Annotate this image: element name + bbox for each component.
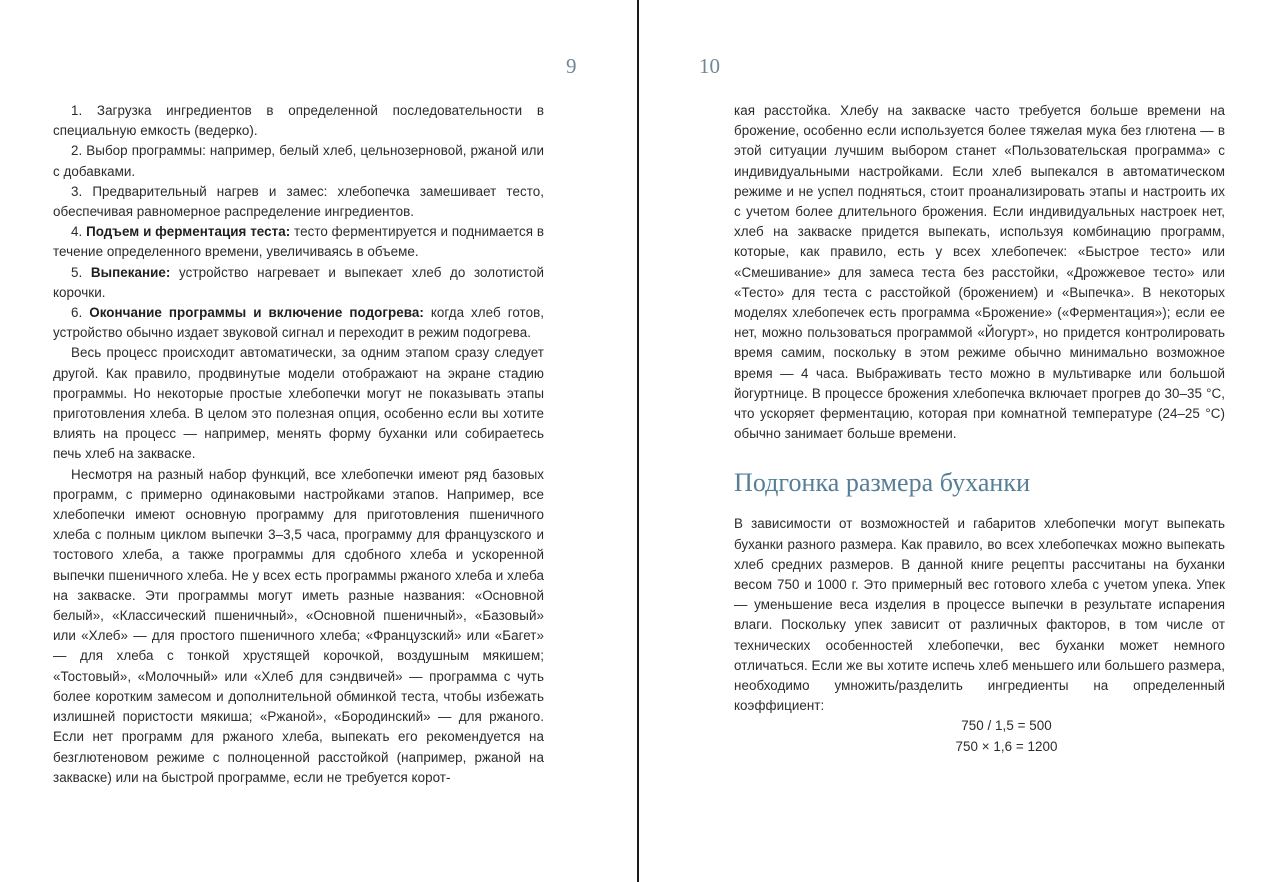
bold-term: Подъем и ферментация теста: (86, 224, 291, 240)
section-paragraph: В зависимости от возможностей и габаритов хлебопечки могут выпекать буханки разного размера. Как правило, во всех хлебопечках можно выпекать хлеб средних размеров. В данной книге рецепты рассчитаны на буханки весом 750 и 1000 г. Это примерный вес готового хлеба с учетом упека. Упек — уменьшение веса изделия в процессе выпечки в результате испарения влаги. Поскольку упек зависит от различных факторов, в том числе от технических особенностей хлебопечки, вес буханки может немного отличаться. Если же вы хотите испечь хлеб меньшего или большего размера, необходимо умножить/разделить ингредиенты на определенный коэффициент: (734, 516, 1225, 714)
right-page (640, 0, 1282, 882)
left-text-column (53, 101, 544, 788)
page-number-right: 10 (699, 54, 720, 78)
bold-term: Выпекание: (90, 264, 171, 280)
paragraph (53, 263, 544, 303)
paragraph-text: тесто ферментируется и поднимается в течение определенного времени, увеличиваясь в объеме. (53, 224, 545, 260)
formula: 750 / 1,5 = 500 (961, 718, 1052, 734)
bold-term: Окончание программы и включение подогрева: (89, 305, 424, 321)
list-number: 6. (71, 305, 90, 321)
page-number-left: 9 (566, 54, 577, 78)
spine-divider (637, 0, 639, 882)
paragraph (53, 303, 544, 343)
formula: 750 × 1,6 = 1200 (955, 738, 1058, 754)
paragraph: Несмотря на разный набор функций, все хлебопечки имеют ряд базовых программ, с примерно одинаковыми настройками этапов. Например, все хлебопечки имеют основную программу для приготовления пшеничного хлеба с полным циклом выпечки 3–3,5 часа, программу для французского и тостового хлеба, а также программы для сдобного хлеба и ускоренной выпечки пшеничного хлеба. Не у всех есть программы ржаного хлеба и хлеба на закваске. Эти программы могут иметь разные названия: «Основной белый», «Классический пшеничный», «Основной пшеничный», «Базовый» или «Хлеб» — для простого пшеничного хлеба; «Французский» или «Багет» — для хлеба с тонкой хрустящей корочкой, воздушным мякишем; «Тостовый», «Молочный» или «Хлеб для сэндвичей» — программа с чуть более коротким замесом и дополнительной обминкой теста, чтобы избежать излишней пористости мякиша; «Ржаной», «Бородинский» — для ржаного. Если нет программ для ржаного хлеба, выпекать его рекомендуется на безглютеновом режиме с полноценной расстойкой (например, ржаной на закваске) или на быстрой программе, если не требуется корот- (53, 466, 544, 785)
paragraph (53, 222, 544, 262)
paragraph: 2. Выбор программы: например, белый хлеб, цельнозерновой, ржаной или с добавками. (53, 143, 544, 179)
paragraph: 1. Загрузка ингредиентов в определенной последовательности в специальную емкость (ведерко). (53, 103, 544, 139)
right-text-column (734, 101, 1225, 757)
paragraph-text: когда хлеб готов, устройство обычно издает звуковой сигнал и переходит в режим подогрева. (53, 305, 545, 341)
paragraph: Весь процесс происходит автоматически, за одним этапом сразу следует другой. Как правило, продвинутые модели отображают на экране стадию программы. Но некоторые простые хлебопечки могут не показывать этапы приготовления хлеба. В целом это полезная опция, особенно если вы хотите влиять на процесс — например, менять форму буханки или собираетесь печь хлеб на закваске. (53, 345, 544, 462)
paragraph-text: устройство нагревает и выпекает хлеб до золотистой корочки. (53, 264, 544, 300)
paragraph-continuation: кая расстойка. Хлебу на закваске часто требуется больше времени на брожение, особенно если используется более тяжелая мука без глютена — в этой ситуации лучшим выбором станет «Пользовательская программа» с индивидуальными настройками. Если хлеб выпекался в автоматическом режиме и не успел подняться, стоит проанализировать этапы и настроить их с учетом более длительного брожения. Если индивидуальных настроек нет, хлеб на закваске придется выпекать, используя комбинацию программ, которые, как правило, есть у всех хлебопечек: «Быстрое тесто» или «Смешивание» для замеса теста без расстойки, «Дрожжевое тесто» или «Тесто» для теста с расстойкой (брожением) и «Выпечка». В некоторых моделях хлебопечек есть программа «Брожение» («Ферментация»); если ее нет, можно пользоваться программой «Йогурт», но придется контролировать время самим, поскольку в этом режиме обычно минимально возможное время — 4 часа. Выбраживать тесто можно в мультиварке или большой йогуртнице. В процессе брожения хлебопечка включает прогрев до 30–35 °C, что ускоряет ферментацию, которая при комнатной температуре (24–25 °C) обычно занимает больше времени. (734, 103, 1225, 442)
list-number: 5. (71, 264, 91, 280)
section-heading: Подгонка размера буханки (734, 468, 1031, 498)
list-number: 4. (71, 224, 87, 240)
paragraph: 3. Предварительный нагрев и замес: хлебопечка замешивает тесто, обеспечивая равномерное распределение ингредиентов. (53, 183, 544, 220)
left-page (0, 0, 638, 882)
